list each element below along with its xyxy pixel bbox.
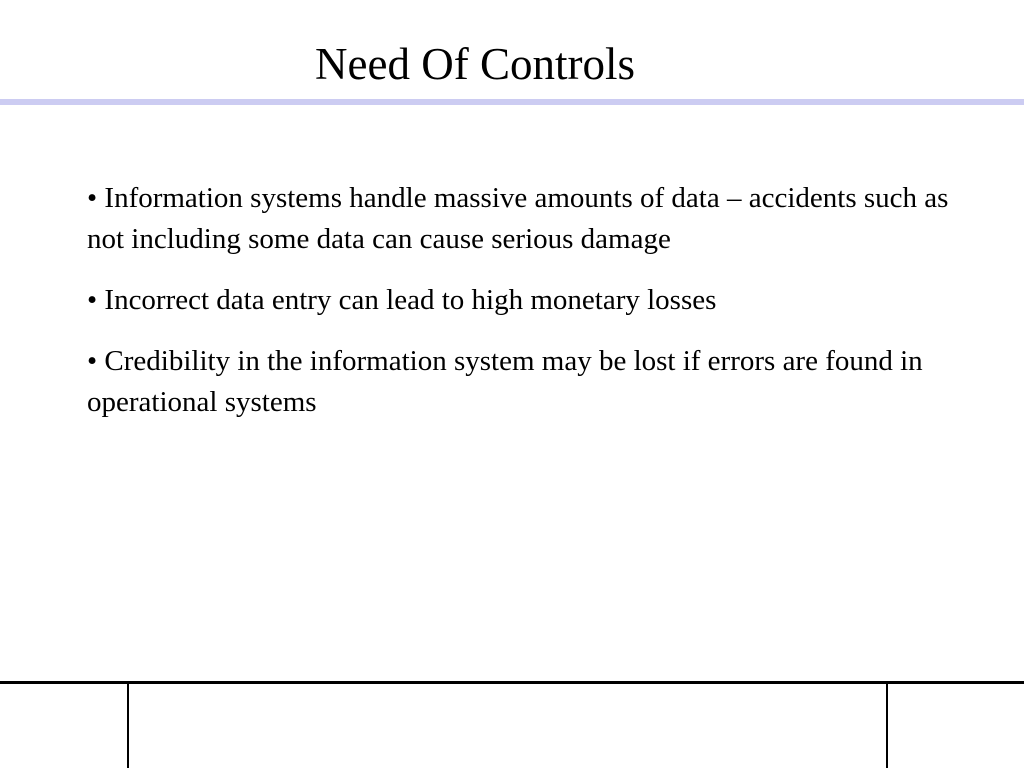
- bullet-item: [87, 341, 967, 423]
- bullet-icon: •: [87, 182, 98, 214]
- bullet-list: [87, 178, 967, 443]
- bullet-item: [87, 280, 967, 321]
- footer-rule: [0, 681, 1024, 684]
- bullet-icon: •: [87, 284, 98, 316]
- slide-title: Need Of Controls: [315, 39, 635, 89]
- title-underline: [0, 99, 1024, 105]
- bullet-icon: •: [87, 345, 98, 377]
- bullet-item: [87, 178, 967, 260]
- bullet-text: Information systems handle massive amounts of data – accidents such as not including some data can cause serious damage: [87, 182, 949, 255]
- bullet-text: Incorrect data entry can lead to high monetary losses: [104, 284, 717, 316]
- bullet-text: Credibility in the information system may be lost if errors are found in operational systems: [87, 345, 923, 418]
- footer-divider-left: [127, 684, 129, 768]
- footer-divider-right: [886, 684, 888, 768]
